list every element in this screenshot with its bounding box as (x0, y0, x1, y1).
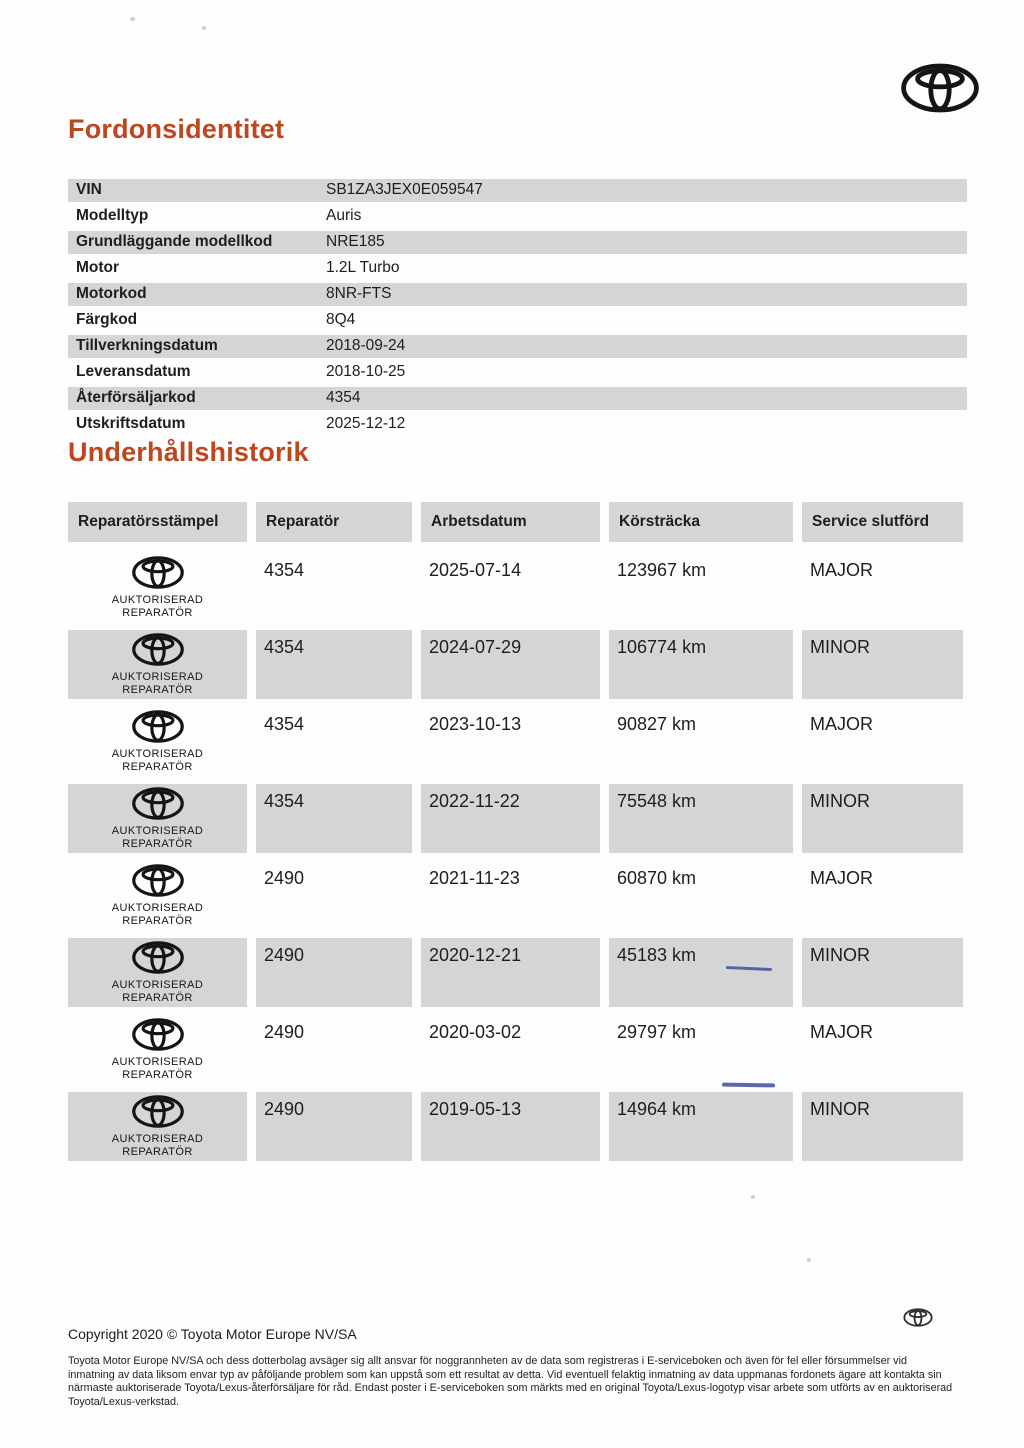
stamp-label-line1: AUKTORISERAD (111, 671, 204, 683)
identity-value: 2018-09-24 (326, 337, 406, 354)
toyota-logo-icon (900, 63, 980, 113)
arbetsdatum-cell: 2021-11-23 (429, 868, 520, 888)
identity-row (68, 281, 967, 307)
korstracka-cell: 75548 km (609, 780, 793, 857)
toyota-stamp-icon (131, 1095, 185, 1128)
repair-stamp (68, 549, 247, 626)
copyright-text: Copyright 2020 © Toyota Motor Europe NV/SA (68, 1326, 357, 1342)
identity-row (68, 385, 967, 411)
identity-table (68, 177, 967, 437)
scan-speck (751, 1195, 755, 1199)
identity-value: Auris (326, 207, 362, 224)
stamp-label-line2: REPARATÖR (122, 1069, 193, 1081)
stamp-label-line2: REPARATÖR (122, 838, 193, 850)
stamp-label-line2: REPARATÖR (122, 684, 193, 696)
stamp-label-line2: REPARATÖR (122, 607, 193, 619)
toyota-stamp-icon (131, 941, 185, 974)
identity-value: 4354 (326, 389, 361, 406)
maintenance-header-row (68, 502, 964, 542)
arbetsdatum-cell: 2023-10-13 (429, 714, 522, 734)
toyota-stamp-icon (131, 787, 185, 820)
service-cell: MINOR (802, 1088, 963, 1165)
identity-value: NRE185 (326, 233, 385, 250)
identity-value: 2025-12-12 (326, 415, 406, 432)
stamp-label-line1: AUKTORISERAD (111, 979, 204, 991)
service-cell: MAJOR (810, 714, 873, 734)
korstracka-cell: 123967 km (617, 560, 707, 580)
arbetsdatum-cell: 2020-03-02 (429, 1022, 522, 1042)
identity-label: Utskriftsdatum (76, 415, 186, 432)
section-title-maintenance-history: Underhållshistorik (68, 437, 309, 467)
repair-stamp (68, 1088, 247, 1165)
identity-label: VIN (76, 181, 102, 198)
identity-label: Leveransdatum (76, 363, 191, 380)
identity-label: Modelltyp (76, 207, 149, 224)
identity-label: Grundläggande modellkod (76, 233, 273, 250)
identity-label: Motor (76, 259, 120, 276)
reparator-cell: 2490 (256, 934, 412, 1011)
identity-row (68, 255, 967, 281)
footer-toyota-logo-icon (903, 1308, 933, 1327)
maintenance-row (68, 703, 964, 780)
identity-row (68, 359, 967, 385)
repair-stamp (68, 703, 247, 780)
stamp-label-line1: AUKTORISERAD (111, 748, 204, 760)
reparator-cell: 2490 (256, 1088, 412, 1165)
stamp-label-line1: AUKTORISERAD (111, 594, 204, 606)
reparator-cell: 2490 (264, 868, 305, 888)
identity-row (68, 229, 967, 255)
identity-value: 8NR-FTS (326, 285, 392, 302)
arbetsdatum-cell: 2020-12-21 (421, 934, 600, 1011)
maintenance-body (68, 549, 964, 1165)
toyota-stamp-icon (131, 710, 185, 743)
toyota-stamp-icon (131, 633, 185, 666)
identity-row (68, 203, 967, 229)
repair-stamp (68, 780, 247, 857)
stamp-label-line2: REPARATÖR (122, 915, 193, 927)
korstracka-cell: 106774 km (609, 626, 793, 703)
reparator-cell: 4354 (256, 626, 412, 703)
reparator-cell: 4354 (264, 560, 305, 580)
identity-label: Återförsäljarkod (76, 389, 196, 406)
identity-label: Tillverkningsdatum (76, 337, 218, 354)
reparator-cell: 4354 (256, 780, 412, 857)
repair-stamp (68, 857, 247, 934)
reparator-cell: 2490 (264, 1022, 305, 1042)
service-cell: MINOR (802, 780, 963, 857)
disclaimer-text: Toyota Motor Europe NV/SA och dess dotterbolag avsäger sig allt ansvar för noggrannheten av de data som registreras i E-serviceboken och även för fel eller försummelser vid inmatning av data liksom envar typ av påföljande problem som kan uppstå som ett resultat av detta. Vid eventuell felaktig inmatning av data uppmanas fordonets ägare att kontakta sin närmaste auktoriserade Toyota/Lexus-återförsäljare för råd. Endast poster i E-serviceboken som märkts med en original Toyota/Lexus-logotyp visar arbete som utförts av en auktoriserad Toyota/Lexus-verkstad. (68, 1355, 953, 1408)
section-title-vehicle-identity: Fordonsidentitet (68, 114, 285, 144)
maintenance-row (68, 857, 964, 934)
identity-value: SB1ZA3JEX0E059547 (326, 181, 483, 198)
toyota-stamp-icon (131, 864, 185, 897)
korstracka-cell: 60870 km (617, 868, 697, 888)
column-header: Körsträcka (609, 502, 793, 542)
service-cell: MINOR (802, 626, 963, 703)
column-header: Reparatörsstämpel (68, 502, 247, 542)
maintenance-row (68, 780, 964, 857)
identity-value: 1.2L Turbo (326, 259, 400, 276)
identity-label: Motorkod (76, 285, 147, 302)
stamp-label-line1: AUKTORISERAD (111, 825, 204, 837)
arbetsdatum-cell: 2024-07-29 (421, 626, 600, 703)
stamp-label-line2: REPARATÖR (122, 761, 193, 773)
service-cell: MAJOR (810, 1022, 873, 1042)
identity-row (68, 411, 967, 437)
identity-value: 8Q4 (326, 311, 356, 328)
column-header: Reparatör (256, 502, 412, 542)
stamp-label-line1: AUKTORISERAD (111, 1056, 204, 1068)
stamp-label-line2: REPARATÖR (122, 1146, 193, 1158)
column-header: Arbetsdatum (421, 502, 600, 542)
identity-row (68, 333, 967, 359)
stamp-label-line1: AUKTORISERAD (111, 902, 204, 914)
identity-row (68, 307, 967, 333)
identity-value: 2018-10-25 (326, 363, 406, 380)
toyota-stamp-icon (131, 556, 185, 589)
repair-stamp (68, 626, 247, 703)
maintenance-row (68, 549, 964, 626)
korstracka-cell: 29797 km (617, 1022, 697, 1042)
maintenance-row (68, 1011, 964, 1088)
service-cell: MAJOR (810, 560, 873, 580)
stamp-label-line2: REPARATÖR (122, 992, 193, 1004)
maintenance-row (68, 934, 964, 1011)
scan-speck (130, 17, 135, 21)
repair-stamp (68, 1011, 247, 1088)
identity-label: Färgkod (76, 311, 138, 328)
maintenance-table (68, 502, 964, 1165)
toyota-stamp-icon (131, 1018, 185, 1051)
stamp-label-line1: AUKTORISERAD (111, 1133, 204, 1145)
reparator-cell: 4354 (264, 714, 305, 734)
service-cell: MAJOR (810, 868, 873, 888)
arbetsdatum-cell: 2025-07-14 (429, 560, 522, 580)
scan-speck (202, 26, 206, 30)
identity-row (68, 177, 967, 203)
column-header: Service slutförd (802, 502, 963, 542)
scan-speck (807, 1258, 811, 1262)
service-cell: MINOR (802, 934, 963, 1011)
arbetsdatum-cell: 2019-05-13 (421, 1088, 600, 1165)
maintenance-row (68, 626, 964, 703)
maintenance-row (68, 1088, 964, 1165)
korstracka-cell: 45183 km (609, 934, 793, 1011)
arbetsdatum-cell: 2022-11-22 (421, 780, 600, 857)
korstracka-cell: 90827 km (617, 714, 697, 734)
repair-stamp (68, 934, 247, 1011)
korstracka-cell: 14964 km (609, 1088, 793, 1165)
